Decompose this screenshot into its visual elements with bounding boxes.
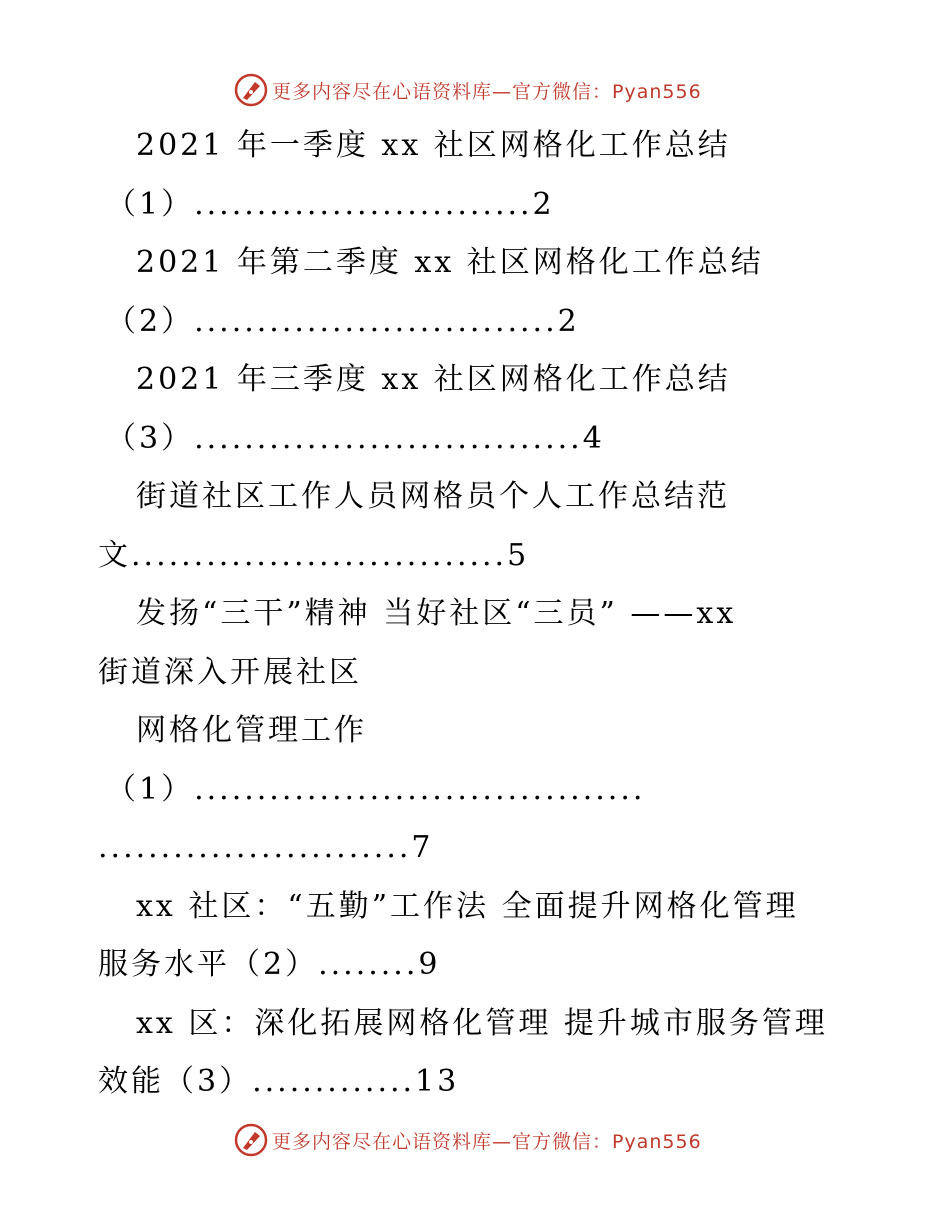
toc-line: 2021 年第二季度 xx 社区网格化工作总结 [136, 245, 764, 280]
toc-line: xx 区：深化拓展网格化管理 提升城市服务管理 [136, 1006, 828, 1041]
toc-line: （1）...........................2 [106, 187, 555, 222]
toc-line: 发扬“三干”精神 当好社区“三员” ——xx [136, 596, 737, 631]
banner-title: 更多内容尽在心语资料库 [272, 80, 493, 103]
footer-banner [0, 1120, 950, 1160]
toc-line: 街道深入开展社区 [98, 655, 362, 690]
toc-line: 效能（3）.............13 [98, 1064, 460, 1099]
toc-line: （2）.............................2 [106, 304, 580, 339]
pen-nib-icon [234, 1123, 268, 1157]
banner-text [272, 77, 702, 104]
toc-line: .........................7 [98, 830, 434, 865]
toc-line: 文..............................5 [98, 538, 530, 573]
toc-line: 街道社区工作人员网格员个人工作总结范 [136, 479, 730, 514]
toc-line: （1）.................................... [106, 772, 646, 807]
toc-line: 2021 年一季度 xx 社区网格化工作总结 [136, 128, 731, 163]
banner-official: 官方微信： [512, 1130, 613, 1153]
toc-line: 服务水平（2）........9 [98, 947, 441, 982]
pen-nib-icon [234, 73, 268, 107]
banner-content [234, 1122, 702, 1158]
banner-text [272, 1127, 702, 1154]
toc-line: （3）...............................4 [106, 421, 605, 456]
banner-separator: — [492, 1130, 513, 1153]
toc-line: xx 社区：“五勤”工作法 全面提升网格化管理 [136, 889, 799, 924]
toc-line: 网格化管理工作 [136, 713, 367, 748]
banner-handle: Pyan556 [612, 1130, 702, 1153]
toc-line: 2021 年三季度 xx 社区网格化工作总结 [136, 362, 731, 397]
banner-content [234, 72, 702, 108]
banner-official: 官方微信： [512, 80, 613, 103]
banner-handle: Pyan556 [612, 80, 702, 103]
banner-separator: — [492, 80, 513, 103]
banner-title: 更多内容尽在心语资料库 [272, 1130, 493, 1153]
header-banner [0, 70, 950, 110]
